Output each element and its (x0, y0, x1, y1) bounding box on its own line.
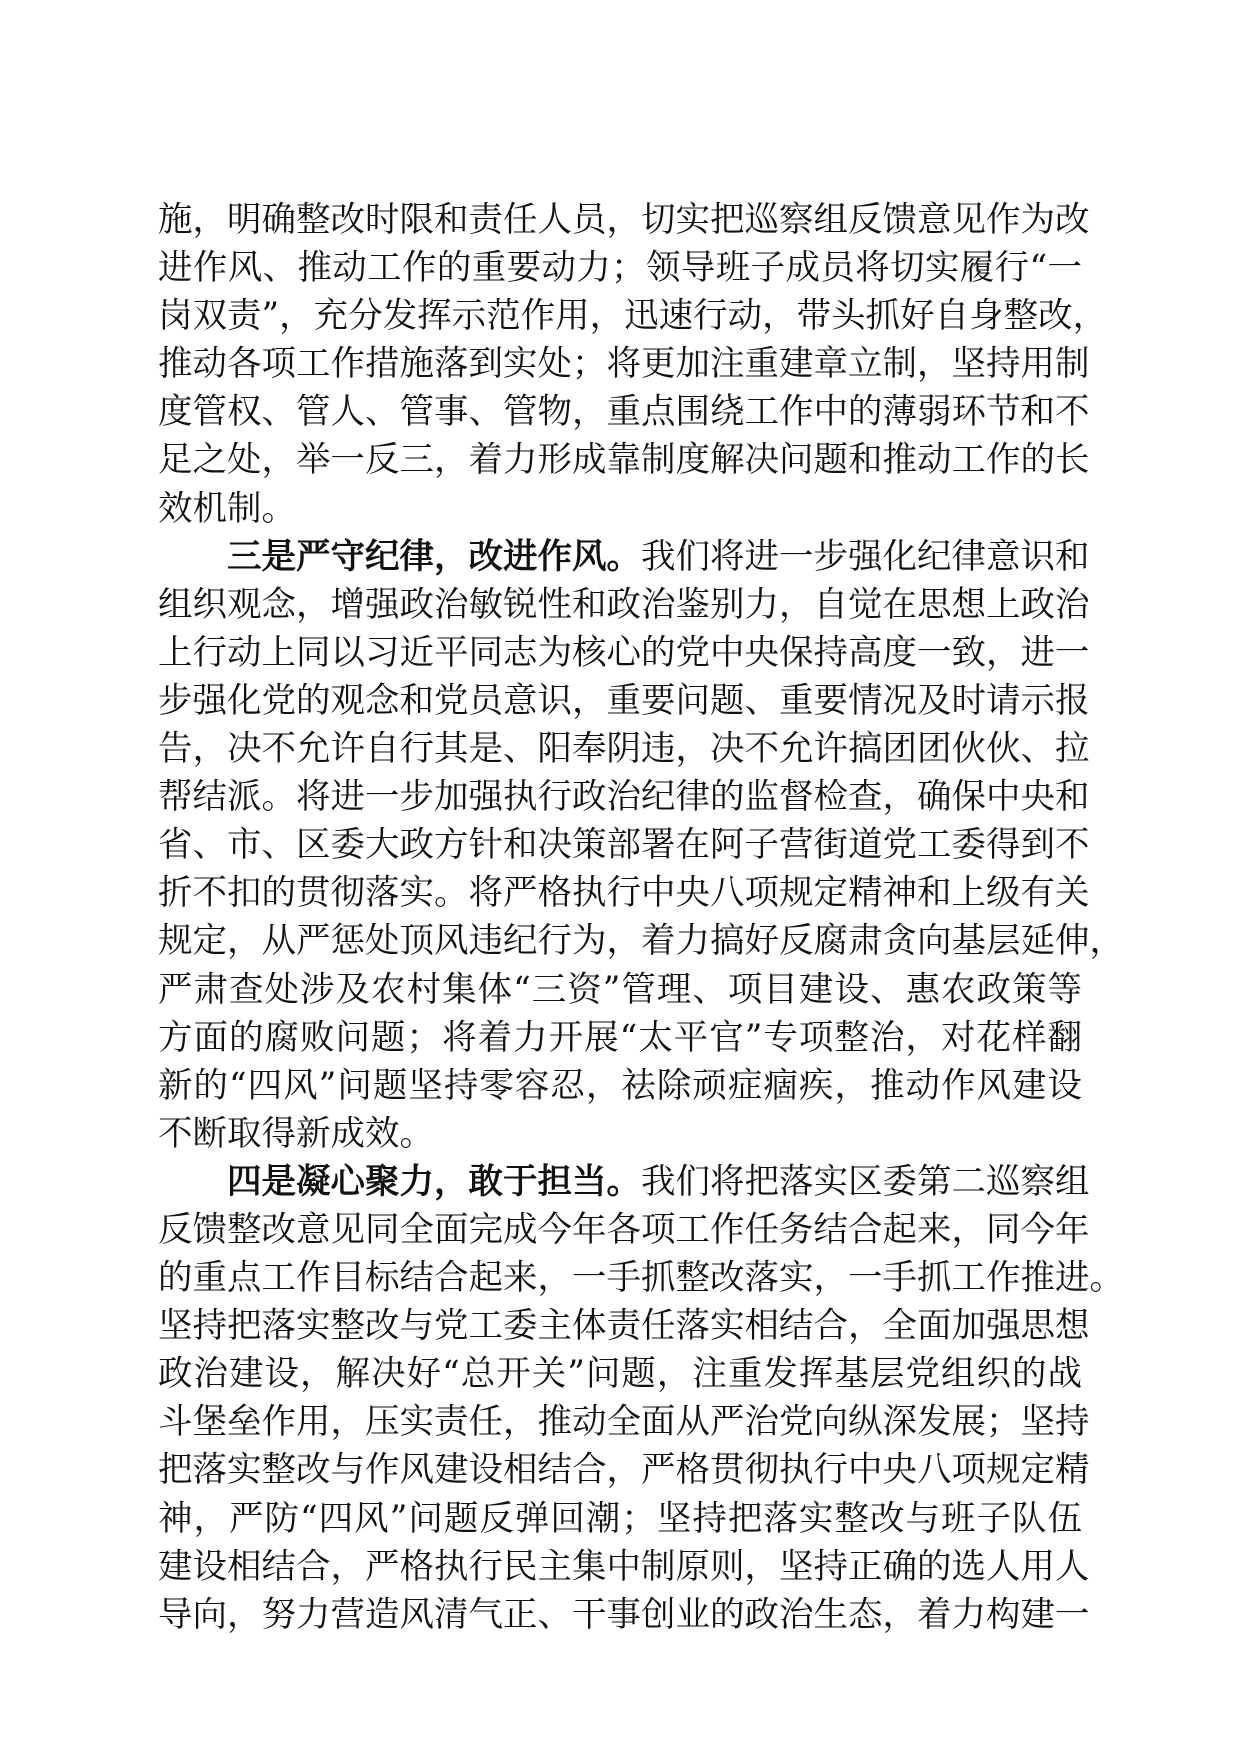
text-line: 效机制。 (158, 488, 296, 529)
text-line: 折不扣的贯彻落实。将严格执行中央八项规定精神和上级有关 (158, 873, 1090, 914)
text-line: 的重点工作目标结合起来，一手抓整改落实，一手抓工作推进。 (158, 1258, 1124, 1299)
text-line: 斗堡垒作用，压实责任，推动全面从严治党向纵深发展；坚持 (158, 1402, 1090, 1443)
text-line: 组织观念，增强政治敏锐性和政治鉴别力，自觉在思想上政治 (158, 584, 1090, 625)
text-line: 足之处，举一反三，着力形成靠制度解决问题和推动工作的长 (158, 440, 1090, 481)
paragraph-first-line-text: 我们将把落实区委第二巡察组 (641, 1161, 1090, 1202)
text-line: 严肃查处涉及农村集体“三资”管理、项目建设、惠农政策等 (158, 969, 1082, 1010)
paragraph-first-line (158, 533, 1090, 581)
text-line: 政治建设，解决好“总开关”问题，注重发挥基层党组织的战 (158, 1354, 1082, 1395)
paragraph-first-line-text: 我们将进一步强化纪律意识和 (641, 536, 1090, 577)
text-line: 建设相结合，严格执行民主集中制原则，坚持正确的选人用人 (158, 1546, 1090, 1587)
text-line: 度管权、管人、管事、管物，重点围绕工作中的薄弱环节和不 (158, 392, 1090, 433)
text-line: 岗双责”，充分发挥示范作用，迅速行动，带头抓好自身整改， (158, 296, 1108, 337)
text-line: 推动各项工作措施落到实处；将更加注重建章立制，坚持用制 (158, 344, 1090, 385)
text-line: 反馈整改意见同全面完成今年各项工作任务结合起来，同今年 (158, 1209, 1090, 1250)
text-line: 施，明确整改时限和责任人员，切实把巡察组反馈意见作为改 (158, 200, 1090, 240)
paragraph-first-line (158, 1158, 1090, 1206)
text-line: 进作风、推动工作的重要动力；领导班子成员将切实履行“一 (158, 248, 1082, 289)
text-line: 导向，努力营造风清气正、干事创业的政治生态，着力构建一 (158, 1594, 1090, 1635)
text-line: 坚持把落实整改与党工委主体责任落实相结合，全面加强思想 (158, 1306, 1090, 1347)
document-body (158, 196, 1124, 1639)
text-line: 步强化党的观念和党员意识，重要问题、重要情况及时请示报 (158, 680, 1090, 721)
text-line: 上行动上同以习近平同志为核心的党中央保持高度一致，进一 (158, 632, 1090, 673)
text-line: 神，严防“四风”问题反弹回潮；坚持把落实整改与班子队伍 (158, 1498, 1082, 1539)
paragraph-lead-heading: 四是凝心聚力，敢于担当。 (227, 1161, 641, 1202)
text-line: 帮结派。将进一步加强执行政治纪律的监督检查，确保中央和 (158, 777, 1090, 818)
paragraph-lead-heading: 三是严守纪律，改进作风。 (227, 536, 641, 577)
text-line: 告，决不允许自行其是、阳奉阴违，决不允许搞团团伙伙、拉 (158, 729, 1090, 770)
text-line: 不断取得新成效。 (158, 1113, 434, 1154)
text-line: 新的“四风”问题坚持零容忍，祛除顽症痼疾，推动作风建设 (158, 1065, 1082, 1106)
text-line: 方面的腐败问题；将着力开展“太平官”专项整治，对花样翻 (158, 1017, 1082, 1058)
text-line: 规定，从严惩处顶风违纪行为，着力搞好反腐肃贪向基层延伸， (158, 921, 1124, 962)
text-line: 省、市、区委大政方针和决策部署在阿子营街道党工委得到不 (158, 825, 1090, 866)
text-line: 把落实整改与作风建设相结合，严格贯彻执行中央八项规定精 (158, 1450, 1090, 1491)
